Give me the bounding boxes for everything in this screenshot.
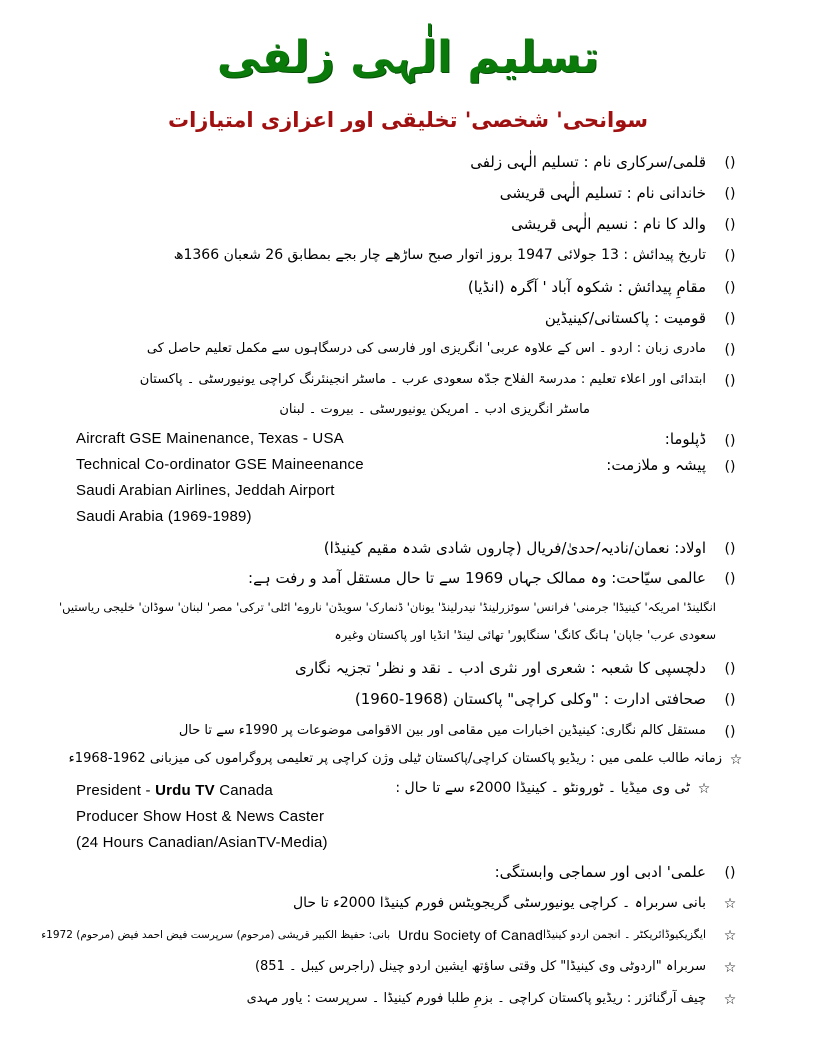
travel-line: عالمی سیّاحت: وہ ممالک جہاں 1969 سے تا حال مستقل آمد و رفت ہے:: [248, 569, 706, 587]
nationality-line: قومیت : پاکستانی/کینیڈین: [544, 309, 706, 327]
bullet-icon: (): [724, 692, 736, 708]
diploma-value: Aircraft GSE Mainenance, Texas - USA: [76, 430, 344, 447]
countries-line-2: سعودی عرب' جاپان' ہانگ کانگ' سنگاپور' تھائی لینڈ' انڈیا اور پاکستان وغیرہ: [334, 628, 716, 642]
birthplace-line: مقامِ پیدائش : شکوہ آباد ' آگرہ (انڈیا): [467, 278, 706, 296]
bullet-icon: (): [724, 433, 736, 449]
bullet-icon: (): [724, 155, 736, 171]
affiliation-line: سربراہ "اردوٹی وی کینیڈا" کل وقتی ساؤتھ ایشین اردو چینل (راجرس کیبل ۔ 851): [254, 959, 706, 974]
mother-tongue-line: مادری زبان : اردو ۔ اس کے علاوہ عربی' انگریزی اور فارسی کی درسگاہوں سے مکمل تعلیم حاصل کی: [146, 341, 706, 356]
star-icon: ☆: [697, 781, 711, 797]
tv-role-text: President -: [76, 782, 156, 799]
page-title: تسلیم الٰہی زلفی: [216, 32, 600, 83]
tv-role-line: Producer Show Host & News Caster: [76, 808, 325, 825]
tv-role-line: (24 Hours Canadian/AsianTV-Media): [76, 834, 328, 851]
star-icon: ☆: [723, 960, 737, 976]
bullet-icon: (): [724, 342, 736, 358]
profession-line: Saudi Arabia (1969-1989): [76, 508, 252, 525]
affiliation-line-post: بانی: حفیظ الکبیر قریشی (مرحوم) سرپرست فیض احمد فیض (مرحوم) 1972ء: [41, 929, 390, 941]
profession-line: Saudi Arabian Airlines, Jeddah Airport: [76, 482, 335, 499]
bullet-icon: (): [724, 459, 736, 475]
profession-line: Technical Co-ordinator GSE Maineenance: [76, 456, 364, 473]
tv-role-text: Canada: [214, 782, 273, 799]
bullet-icon: (): [724, 724, 736, 740]
bullet-icon: (): [724, 186, 736, 202]
pen-name-line: قلمی/سرکاری نام : تسلیم الٰہی زلفی: [470, 153, 706, 171]
bullet-icon: (): [724, 661, 736, 677]
tv-media-line: ٹی وی میڈیا ۔ ٹورونٹو ۔ کینیڈا 2000ء سے تا حال :: [395, 780, 690, 796]
journalism-line: صحافتی ادارت : "وکلی کراچی" پاکستان (1968-1960): [354, 690, 706, 708]
bullet-icon: (): [724, 311, 736, 327]
columnist-line: مستقل کالم نگاری: کینیڈین اخبارات میں مقامی اور بین الاقوامی موضوعات پر 1990ء سے تا حال: [178, 723, 706, 738]
tv-role-line: [76, 780, 273, 802]
children-line: اولاد: نعمان/نادیہ/حدیٰ/فریال (چاروں شادی شدہ مقیم کینیڈا): [323, 539, 706, 557]
bullet-icon: (): [724, 248, 736, 264]
education-line-2: ماسٹر انگریزی ادب ۔ امریکن یونیورسٹی ۔ بیروت ۔ لبنان: [279, 402, 590, 417]
affiliation-line: چیف آرگنائزر : ریڈیو پاکستان کراچی ۔ بزمِ طلبا فورم کینیڈا ۔ سرپرست : یاور مہدی: [246, 991, 706, 1006]
page-subtitle: سوانحی' شخصی' تخلیقی اور اعزازی امتیازات: [167, 108, 649, 132]
interest-line: دلچسپی کا شعبہ : شعری اور نثری ادب ۔ نقد و نظر' تجزیہ نگاری: [294, 659, 706, 677]
student-era-line: زمانہ طالب علمی میں : ریڈیو پاکستان کراچی/پاکستان ٹیلی وژن کراچی پر تعلیمی پروگراموں کی میزبانی 1962-1968ء: [68, 751, 722, 766]
star-icon: ☆: [723, 896, 737, 912]
family-name-line: خاندانی نام : تسلیم الٰہی قریشی: [499, 184, 706, 202]
father-name-line: والد کا نام : نسیم الٰہی قریشی: [511, 215, 706, 233]
diploma-label: ڈپلوما:: [664, 430, 706, 448]
affiliation-english: Urdu Society of Canad: [398, 927, 544, 943]
bullet-icon: (): [724, 217, 736, 233]
star-icon: ☆: [729, 752, 743, 768]
affiliation-line: بانی سربراہ ۔ کراچی یونیورسٹی گریجویٹس فورم کینیڈا 2000ء تا حال: [292, 895, 706, 911]
dob-line: تاریخ پیدائش : 13 جولائی 1947 بروز اتوار صبح ساڑھے چار بجے بمطابق 26 شعبان 1366ھ: [173, 247, 706, 263]
education-line-1: ابتدائی اور اعلاء تعلیم : مدرسۃ الفلاح جدّہ سعودی عرب ۔ ماسٹر انجینئرنگ کراچی یونیورسٹی ۔ پاکستان: [139, 372, 706, 387]
bullet-icon: (): [724, 571, 736, 587]
tv-channel-name: Urdu TV: [155, 782, 215, 799]
bullet-icon: (): [724, 541, 736, 557]
profession-label: پیشہ و ملازمت:: [606, 456, 706, 474]
bullet-icon: (): [724, 280, 736, 296]
affiliation-heading: علمی' ادبی اور سماجی وابستگی:: [494, 863, 706, 881]
countries-line-1: انگلینڈ' امریکہ' کینیڈا' جرمنی' فرانس' سوئزرلینڈ' نیدرلینڈ' یونان' ڈنمارک' سویڈن' ناروے' اٹلی' ترکی' مصر' لبنان' سوڈان' خلیجی ریاستیں': [59, 600, 716, 614]
affiliation-line-pre: ایگزیکیوڈائریکٹر ۔ انجمن اردو کینیڈا: [543, 928, 706, 941]
star-icon: ☆: [723, 928, 737, 944]
bullet-icon: (): [724, 373, 736, 389]
star-icon: ☆: [723, 992, 737, 1008]
bullet-icon: (): [724, 865, 736, 881]
